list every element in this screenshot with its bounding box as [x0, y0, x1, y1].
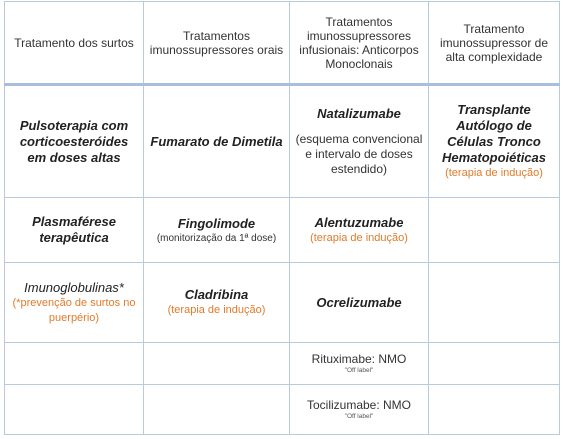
- cell-cladribina: [144, 263, 290, 343]
- drug-name: Fumarato de Dimetila: [150, 133, 283, 149]
- header-infusionais: Tratamentos imunossupressores infusionais: Anticorpos Monoclonais: [290, 2, 429, 85]
- empty-cell: [429, 198, 560, 263]
- header-surtos: Tratamento dos surtos: [5, 2, 144, 85]
- drug-name: Tocilizumabe: NMO: [306, 398, 412, 412]
- drug-name: Ocrelizumabe: [316, 294, 402, 310]
- table-row: [5, 198, 560, 263]
- cell-alentuzumabe: [290, 198, 429, 263]
- drug-note: (monitorização da 1ª dose): [156, 232, 277, 244]
- drug-note: (esquema convencional e intervalo de doses estendido): [295, 132, 423, 176]
- drug-name: Alentuzumabe: [314, 214, 404, 230]
- drug-name: Natalizumabe: [317, 106, 401, 121]
- drug-name: Imunoglobulinas*: [24, 279, 124, 295]
- drug-note: (terapia de indução): [310, 231, 408, 244]
- drug-name: Plasmaférese terapêutica: [32, 214, 116, 245]
- cell-ocrelizumabe: [290, 263, 429, 343]
- cell-fumarato: [144, 85, 290, 198]
- off-label-note: "Off label": [344, 367, 374, 374]
- empty-cell: [5, 343, 144, 385]
- cell-natalizumabe: [290, 85, 429, 198]
- treatment-table: [4, 1, 560, 435]
- header-row: [5, 2, 560, 85]
- cell-plasmaferese: [5, 198, 144, 263]
- empty-cell: [144, 385, 290, 435]
- table-row: [5, 85, 560, 198]
- cell-fingolimode: [144, 198, 290, 263]
- table-row: [5, 385, 560, 435]
- empty-cell: [429, 263, 560, 343]
- drug-note: (terapia de indução): [167, 304, 266, 316]
- cell-transplante: [429, 85, 560, 198]
- empty-cell: [5, 385, 144, 435]
- cell-rituximabe: [290, 343, 429, 385]
- drug-name: Fingolimode: [177, 215, 256, 231]
- drug-name: Cladribina: [184, 287, 249, 302]
- drug-name: Pulsoterapia com corticoesteróides em doses altas: [19, 117, 129, 165]
- table-row: [5, 343, 560, 385]
- empty-cell: [429, 385, 560, 435]
- cell-tocilizumabe: [290, 385, 429, 435]
- cell-pulsoterapia: [5, 85, 144, 198]
- cell-imunoglobulinas: [5, 263, 144, 343]
- drug-note: (*prevenção de surtos no puerpério): [12, 296, 136, 324]
- empty-cell: [144, 343, 290, 385]
- drug-name: Rituximabe: NMO: [311, 352, 407, 366]
- header-orais: Tratamentos imunossupressores orais: [144, 2, 290, 85]
- table-row: [5, 263, 560, 343]
- drug-name: Transplante Autólogo de Células Tronco Hematopoiéticas: [441, 102, 547, 165]
- drug-note: (terapia de indução): [445, 167, 543, 179]
- header-alta-complexidade: Tratamento imunossupressor de alta complexidade: [429, 2, 560, 85]
- off-label-note: "Off label": [344, 413, 374, 420]
- empty-cell: [429, 343, 560, 385]
